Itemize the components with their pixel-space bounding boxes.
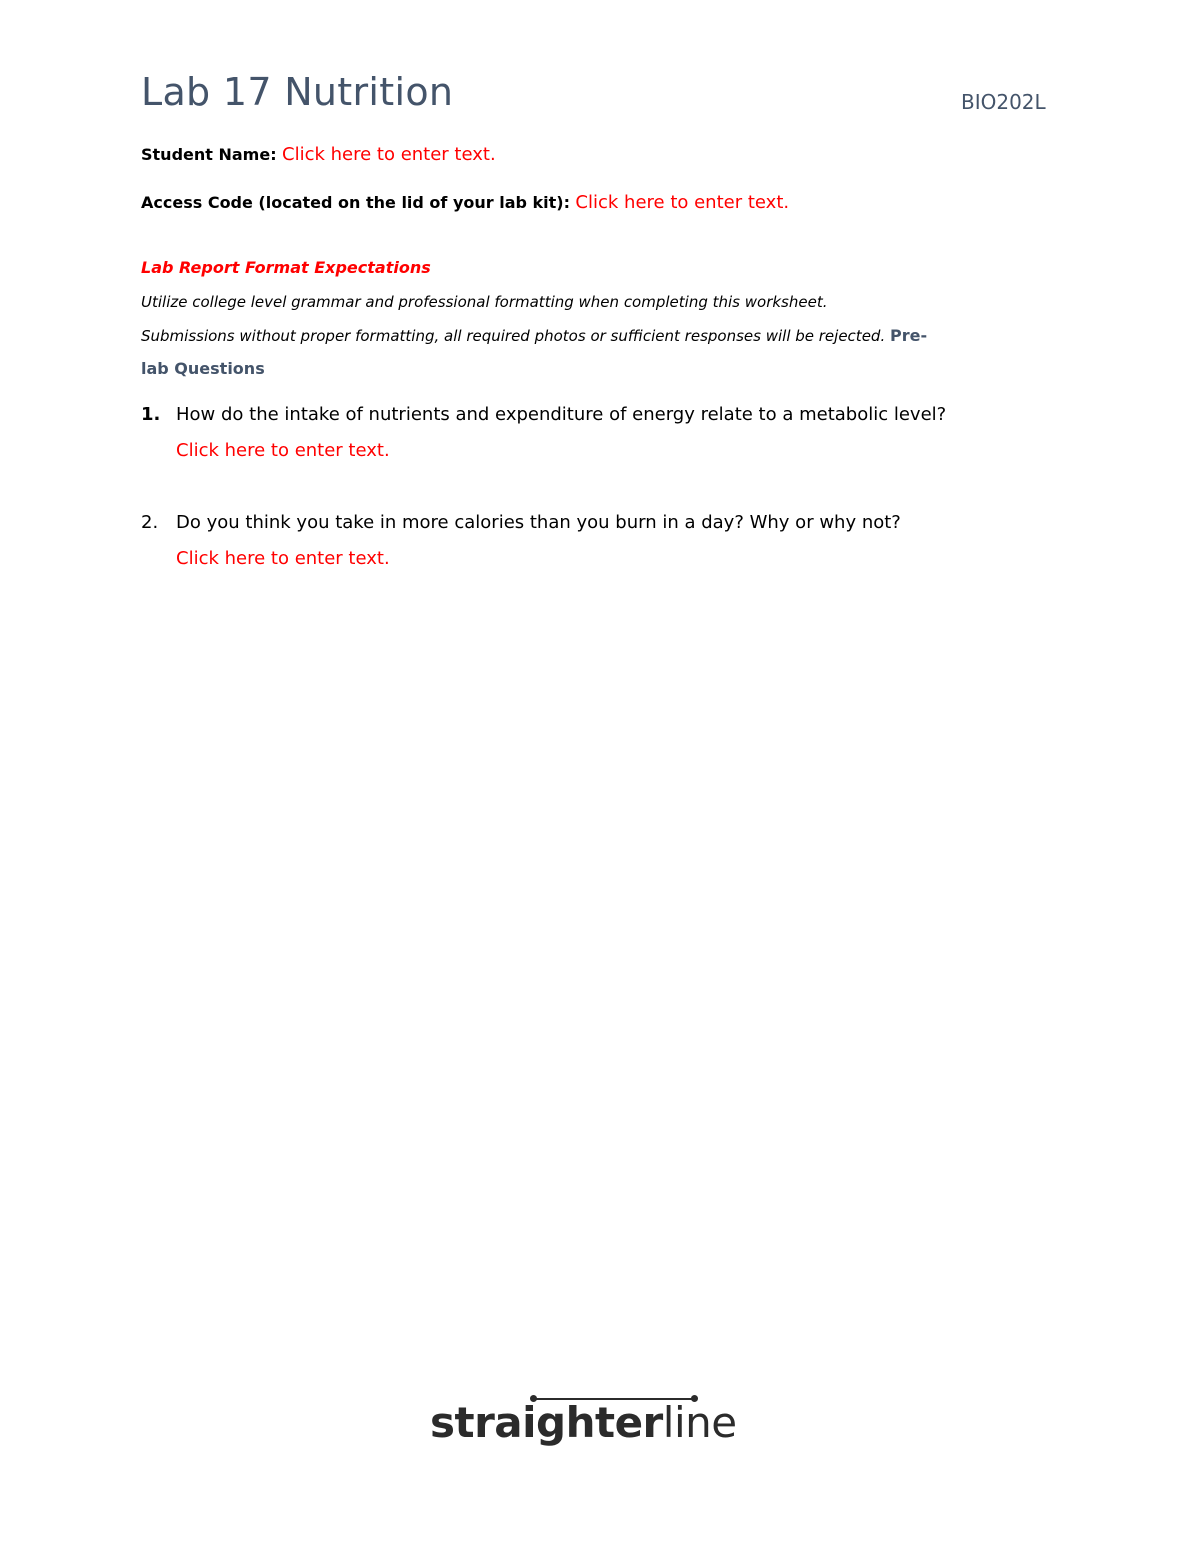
question-2-text: Do you think you take in more calories than you burn in a day? Why or why not? [176, 512, 901, 533]
course-code: BIO202L [961, 90, 1046, 114]
student-name-line [141, 144, 496, 165]
logo-text [430, 1398, 737, 1447]
straighterline-logo [430, 1398, 760, 1462]
prelab-heading-part1: Pre- [890, 326, 928, 345]
logo-text-light: line [662, 1398, 737, 1447]
format-expectations-heading: Lab Report Format Expectations [141, 258, 431, 277]
student-name-field[interactable]: Click here to enter text. [282, 144, 496, 165]
access-code-line [141, 192, 789, 213]
question-2 [141, 512, 901, 533]
document-title: Lab 17 Nutrition [141, 70, 454, 114]
question-2-number: 2. [141, 512, 159, 533]
expectations-line-2 [141, 326, 927, 345]
question-1-number: 1. [141, 404, 161, 425]
access-code-field[interactable]: Click here to enter text. [575, 192, 790, 213]
question-1-text: How do the intake of nutrients and expenditure of energy relate to a metabolic level? [176, 404, 947, 425]
answer-1-field[interactable]: Click here to enter text. [176, 440, 390, 461]
question-1 [141, 404, 946, 425]
expectations-line-1: Utilize college level grammar and professional formatting when completing this worksheet. [141, 293, 828, 311]
student-name-label: Student Name: [141, 145, 277, 164]
answer-2-field[interactable]: Click here to enter text. [176, 548, 390, 569]
logo-text-bold: straighter [430, 1398, 663, 1447]
prelab-heading-part2: lab Questions [141, 359, 265, 378]
access-code-label: Access Code (located on the lid of your lab kit): [141, 193, 571, 212]
expectations-line-2-text: Submissions without proper formatting, all required photos or sufficient responses will be rejected. [141, 327, 886, 345]
